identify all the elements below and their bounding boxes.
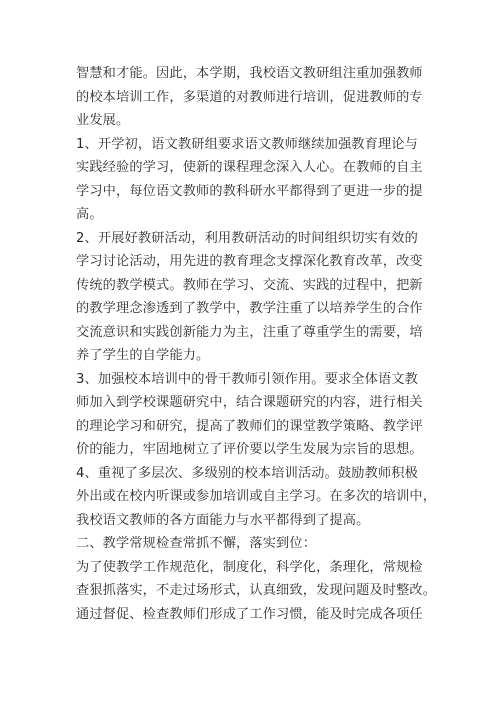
text-line: 3、加强校本培训中的骨干教师引领作用。要求全体语文教 — [76, 371, 418, 387]
text-line: 我校语文教师的各方面能力与水平都得到了提高。 — [76, 512, 370, 528]
text-line: 的校本培训工作，多渠道的对教师进行培训，促进教师的专 — [76, 89, 423, 105]
text-line: 实践经验的学习，使新的课程理念深入人心。在教师的自主 — [76, 160, 423, 175]
text-line: 智慧和才能。因此，本学期，我校语文教研组注重加强教师 — [76, 66, 423, 81]
text-line: 外出或在校内听课或参加培训或自主学习。在多次的培训中， — [76, 489, 437, 504]
text-line: 查狠抓落实，不走过场形式，认真细致，发现问题及时整改。 — [76, 583, 437, 598]
text-line: 业发展。 — [76, 113, 130, 128]
text-line: 1、开学初，语文教研组要求语文教师继续加强教育理论与 — [76, 136, 418, 152]
text-line: 学习讨论活动，用先进的教育理念支撑深化教育改革，改变 — [76, 254, 423, 269]
text-line: 2、开展好教研活动，利用教研活动的时间组织切实有效的 — [76, 230, 418, 246]
document-body-text — [76, 62, 436, 626]
text-line: 传统的教学模式。教师在学习、交流、实践的过程中，把新 — [76, 277, 423, 293]
text-line: 师加入到学校课题研究中，结合课题研究的内容，进行相关 — [76, 395, 423, 410]
text-line: 为了使教学工作规范化，制度化，科学化，条理化，常规检 — [76, 559, 423, 575]
text-line: 学习中，每位语文教师的教科研水平都得到了更进一步的提 — [76, 183, 423, 199]
text-line: 价的能力，牢固地树立了评价要以学生发展为宗旨的思想。 — [76, 442, 423, 457]
text-line: 交流意识和实践创新能力为主，注重了尊重学生的需要，培 — [76, 324, 423, 340]
text-line: 的教学理念渗透到了教学中，教学注重了以培养学生的合作 — [76, 301, 423, 316]
section-heading: 二、教学常规检查常抓不懈，落实到位： — [76, 536, 317, 551]
text-line: 养了学生的自学能力。 — [76, 348, 210, 363]
text-line: 高。 — [76, 207, 103, 222]
text-line: 通过督促、检查教师们形成了工作习惯，能及时完成各项任 — [76, 606, 423, 622]
text-line: 4、重视了多层次、多级别的校本培训活动。鼓励教师积极 — [76, 465, 418, 481]
text-line: 的理论学习和研究，提高了教师们的课堂教学策略、教学评 — [76, 418, 423, 434]
